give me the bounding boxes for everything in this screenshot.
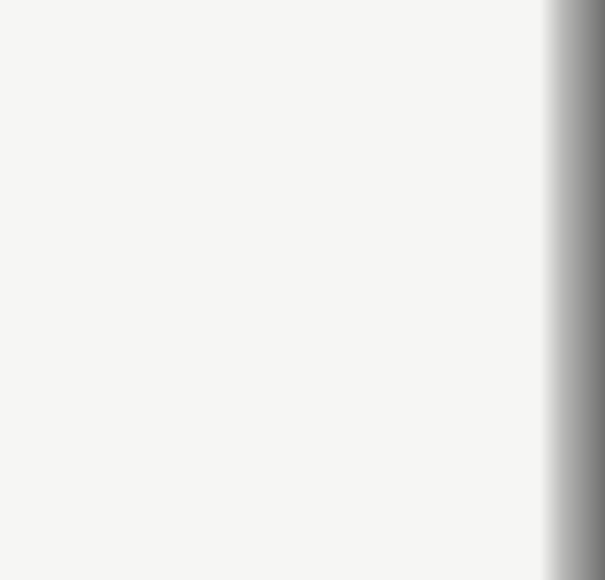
page-edge-shadow <box>540 0 605 580</box>
